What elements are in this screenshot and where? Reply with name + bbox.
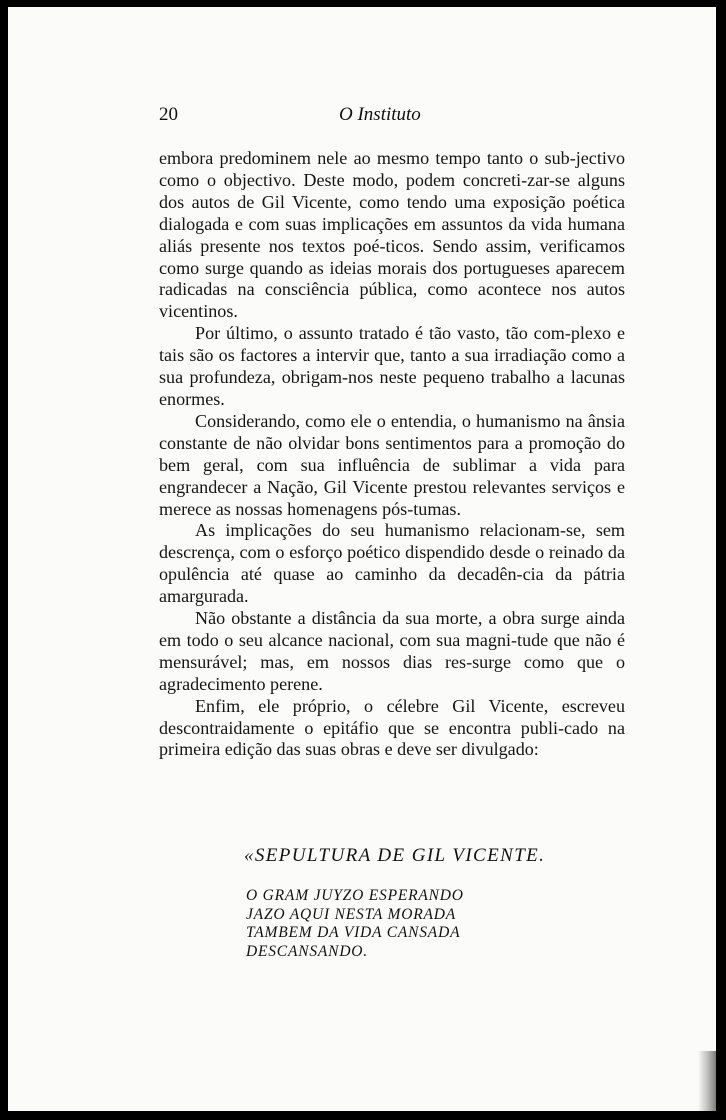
paragraph-6: Enfim, ele próprio, o célebre Gil Vicente, escreveu descontraidamente o epitáfio que se encontra publi-cado na primeira edição das suas obras e deve ser divulgado: bbox=[159, 695, 625, 760]
epitaph-poem bbox=[246, 887, 464, 961]
poem-line: TAMBEM DA VIDA CANSADA bbox=[246, 924, 461, 942]
page-number: 20 bbox=[159, 104, 178, 125]
paragraph-1: embora predominem nele ao mesmo tempo tanto o sub-jectivo como o objectivo. Deste modo, podem concreti-zar-se alguns dos autos de Gil Vicente, como tendo uma exposição poética dialogada e com suas implicações em assuntos da vida humana aliás presente nos textos poé-ticos. Sendo assim, verificamos como surge quando as ideias morais dos portugueses aparecem radicadas na consciência pública, como acontece nos autos vicentinos. bbox=[159, 148, 625, 322]
poem-line: O GRAM JUYZO ESPERANDO bbox=[246, 887, 464, 904]
running-title: O Instituto bbox=[339, 104, 421, 125]
poem-line: JAZO AQUI NESTA MORADA bbox=[246, 905, 457, 923]
book-page bbox=[8, 7, 716, 1111]
poem-line: DESCANSANDO. bbox=[246, 942, 368, 960]
paragraph-4: As implicações do seu humanismo relacionam-se, sem descrença, com o esforço poético dispendido desde o reinado da opulência até quase ao caminho da decadên-cia da pátria amargurada. bbox=[159, 520, 625, 607]
epitaph-title: «SEPULTURA DE GIL VICENTE. bbox=[244, 845, 546, 866]
body-text bbox=[159, 148, 625, 761]
paragraph-5: Não obstante a distância da sua morte, a obra surge ainda em todo o seu alcance nacional, com sua magni-tude que não é mensurável; mas, em nossos dias res-surge como que o agradecimento perene. bbox=[159, 608, 625, 694]
paragraph-2: Por último, o assunto tratado é tão vasto, tão com-plexo e tais são os factores a intervir que, tanto a sua irradiação como a sua profundeza, obrigam-nos neste pequeno trabalho a lacunas enormes. bbox=[159, 323, 625, 409]
scan-edge-shadow bbox=[698, 1051, 716, 1111]
paragraph-3: Considerando, como ele o entendia, o humanismo na ânsia constante de não olvidar bons sentimentos para a promoção do bem geral, com sua influência de sublimar a vida para engrandecer a Nação, Gil Vicente prestou relevantes serviços e merece as nossas homenagens pós-tumas. bbox=[159, 410, 625, 519]
